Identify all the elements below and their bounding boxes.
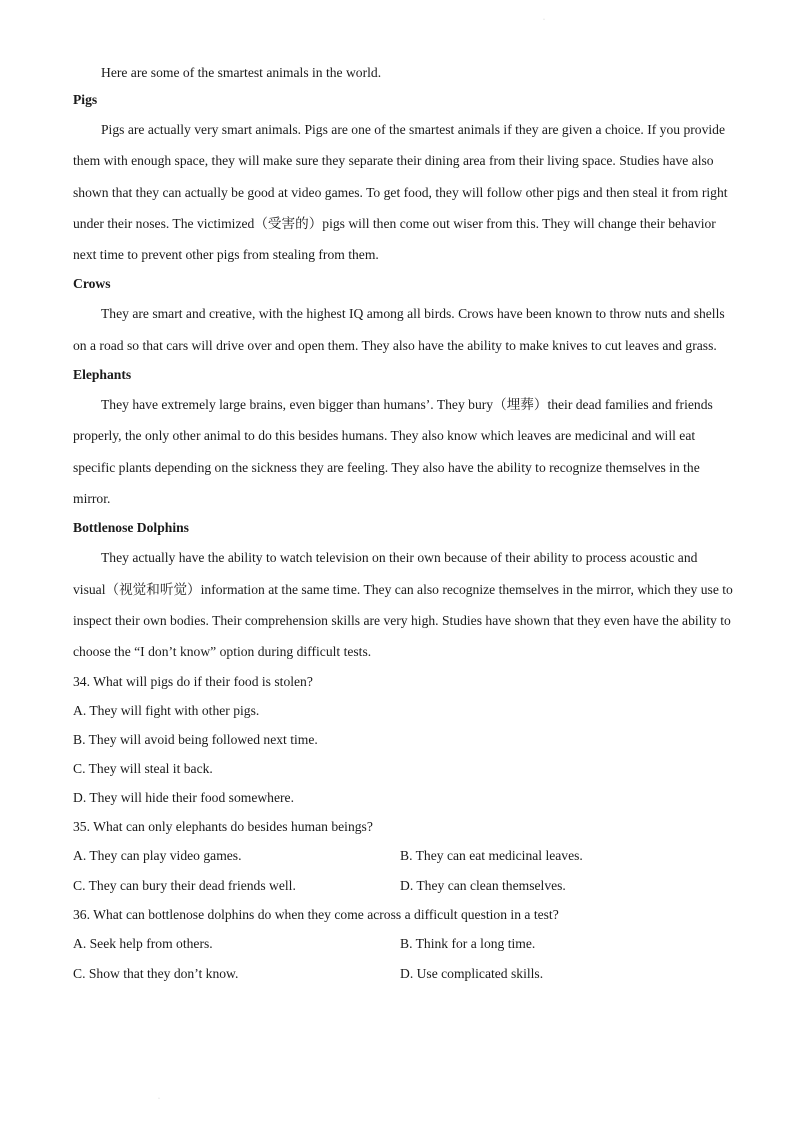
intro-line: Here are some of the smartest animals in the world. [101, 65, 382, 80]
question-36-options-row-1 [73, 929, 733, 959]
document-page [73, 60, 733, 988]
question-35-options-row-1 [73, 841, 733, 871]
question-34-option-b: B. They will avoid being followed next time. [73, 732, 318, 748]
question-35-options-row-2 [73, 871, 733, 901]
question-34-option-c: C. They will steal it back. [73, 761, 213, 777]
question-35-stem: 35. What can only elephants do besides human beings? [73, 819, 373, 835]
question-35-option-d: D. They can clean themselves. [400, 877, 566, 893]
question-36-option-d: D. Use complicated skills. [400, 965, 544, 981]
section-body-dolphins: They actually have the ability to watch television on their own because of their ability to process acoustic and visual（视觉和听觉）information at the same time. They can also recognize themselves in the mirror, which they use to inspect their own bodies. Their comprehension skills are very high. Studies have shown that they even have the ability to choose the “I don’t know” option during difficult tests. [73, 550, 733, 660]
question-36-option-b: B. Think for a long time. [400, 936, 536, 952]
section-heading-pigs: Pigs [73, 92, 98, 107]
section-body-crows: They are smart and creative, with the highest IQ among all birds. Crows have been known to throw nuts and shells on a road so that cars will drive over and open them. They also have the ability to make knives to cut leaves and grass. [73, 306, 725, 353]
scan-speck: · [543, 17, 545, 23]
question-34-option-d: D. They will hide their food somewhere. [73, 790, 294, 806]
question-34-option-a: A. They will fight with other pigs. [73, 703, 260, 719]
question-36-option-a: A. Seek help from others. [73, 936, 213, 952]
scan-speck: · [158, 1096, 160, 1102]
question-35-option-a: A. They can play video games. [73, 848, 242, 864]
section-heading-dolphins: Bottlenose Dolphins [73, 520, 189, 536]
section-heading-crows: Crows [73, 276, 111, 292]
section-body-elephants: They have extremely large brains, even bigger than humans’. They bury（埋葬）their dead families and friends properly, the only other animal to do this besides humans. They also know which leaves are medicinal and will eat specific plants depending on the sickness they are feeling. They also have the ability to recognize themselves in the mirror. [73, 397, 713, 506]
question-35-option-c: C. They can bury their dead friends well. [73, 877, 296, 893]
question-34-stem: 34. What will pigs do if their food is stolen? [73, 674, 313, 690]
question-36-option-c: C. Show that they don’t know. [73, 965, 239, 981]
question-36-options-row-2 [73, 959, 733, 989]
question-36-stem: 36. What can bottlenose dolphins do when they come across a difficult question in a test? [73, 907, 559, 923]
section-heading-elephants: Elephants [73, 367, 132, 383]
section-body-pigs: Pigs are actually very smart animals. Pigs are one of the smartest animals if they are given a choice. If you provide them with enough space, they will make sure they separate their dining area from their living space. Studies have also shown that they can actually be good at video games. To get food, they will follow other pigs and then steal it from right under their noses. The victimized（受害的）pigs will then come out wiser from this. They will change their behavior next time to prevent other pigs from stealing from them. [73, 122, 728, 263]
question-35-option-b: B. They can eat medicinal leaves. [400, 848, 583, 864]
